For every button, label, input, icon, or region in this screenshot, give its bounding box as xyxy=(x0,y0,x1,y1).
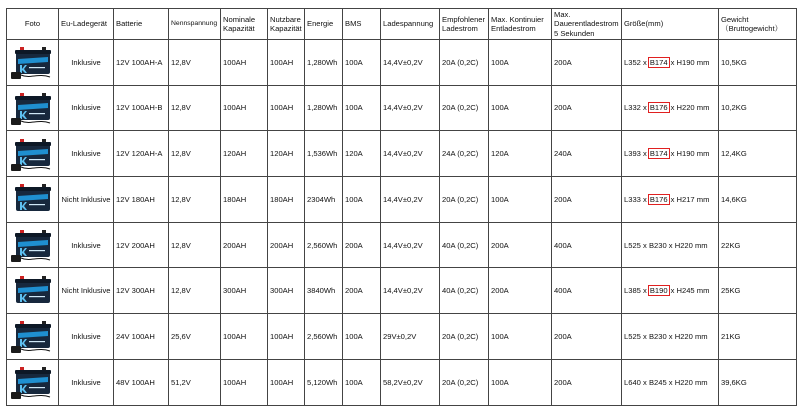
cell-recommended-charge: 20A (0,2C) xyxy=(440,314,489,360)
table-row xyxy=(7,268,797,314)
cell-charger: Inklusive xyxy=(59,359,114,405)
cell-weight: 39,6KG xyxy=(719,359,797,405)
cell-nominal-capacity: 100AH xyxy=(221,85,268,131)
cell-energy: 2,560Wh xyxy=(305,222,343,268)
cell-weight: 22KG xyxy=(719,222,797,268)
cell-charge-voltage: 14,4V±0,2V xyxy=(381,177,440,223)
size-height: H190 mm xyxy=(676,57,710,67)
cell-bms: 100A xyxy=(343,359,381,405)
size-separator: x xyxy=(670,286,677,296)
cell-size xyxy=(622,268,719,314)
cell-energy: 2,560Wh xyxy=(305,314,343,360)
cell-nominal-capacity: 100AH xyxy=(221,314,268,360)
header-max-discharge: Max. Kontinuier Entladestrom xyxy=(489,9,552,40)
size-width-highlighted: B190 xyxy=(649,286,668,296)
cell-usable-capacity: 100AH xyxy=(268,359,305,405)
cell-photo xyxy=(7,222,59,268)
cell-recommended-charge: 40A (0,2C) xyxy=(440,268,489,314)
size-separator: x xyxy=(670,103,677,113)
header-weight: Gewicht（Bruttogewicht） xyxy=(719,9,797,40)
battery-icon xyxy=(10,180,56,218)
size-height: H220 mm xyxy=(674,377,708,387)
cell-photo xyxy=(7,131,59,177)
cell-usable-capacity: 100AH xyxy=(268,85,305,131)
size-length: L393 xyxy=(624,149,641,159)
battery-spec-table xyxy=(6,8,797,406)
cell-charge-voltage: 14,4V±0,2V xyxy=(381,131,440,177)
cell-nominal-capacity: 100AH xyxy=(221,40,268,86)
header-nominal-voltage: Nennspannung xyxy=(169,9,221,40)
cell-nominal-voltage: 12,8V xyxy=(169,40,221,86)
table-row xyxy=(7,359,797,405)
cell-battery: 48V 100AH xyxy=(114,359,169,405)
cell-usable-capacity: 120AH xyxy=(268,131,305,177)
cell-max-discharge: 200A xyxy=(489,222,552,268)
size-height: H220 mm xyxy=(676,103,710,113)
cell-charge-voltage: 14,4V±0,2V xyxy=(381,222,440,268)
size-length: L385 xyxy=(624,286,641,296)
size-separator: x xyxy=(666,331,675,341)
cell-size xyxy=(622,85,719,131)
cell-charger: Inklusive xyxy=(59,40,114,86)
battery-with-charger-icon xyxy=(10,317,56,355)
cell-photo xyxy=(7,268,59,314)
cell-charger: Inklusive xyxy=(59,314,114,360)
size-separator: x xyxy=(640,103,647,113)
cell-max-5s: 200A xyxy=(552,359,622,405)
cell-charger: Inklusive xyxy=(59,131,114,177)
size-width-highlighted: B176 xyxy=(649,103,668,113)
cell-bms: 120A xyxy=(343,131,381,177)
cell-nominal-voltage: 12,8V xyxy=(169,222,221,268)
header-energy: Energie xyxy=(305,9,343,40)
size-length: L525 xyxy=(624,240,641,250)
battery-with-charger-icon xyxy=(10,43,56,81)
size-width-highlighted: B174 xyxy=(649,149,668,159)
cell-size xyxy=(622,131,719,177)
cell-size xyxy=(622,314,719,360)
cell-size xyxy=(622,177,719,223)
battery-with-charger-icon xyxy=(10,89,56,127)
cell-usable-capacity: 200AH xyxy=(268,222,305,268)
size-length: L525 xyxy=(624,331,641,341)
cell-charge-voltage: 14,4V±0,2V xyxy=(381,268,440,314)
cell-usable-capacity: 300AH xyxy=(268,268,305,314)
cell-charger: Nicht Inklusive xyxy=(59,177,114,223)
cell-recommended-charge: 20A (0,2C) xyxy=(440,85,489,131)
cell-recommended-charge: 20A (0,2C) xyxy=(440,40,489,86)
size-width: B230 xyxy=(648,240,667,250)
cell-max-5s: 200A xyxy=(552,40,622,86)
cell-weight: 10,5KG xyxy=(719,40,797,86)
cell-charge-voltage: 14,4V±0,2V xyxy=(381,40,440,86)
size-length: L332 xyxy=(624,103,641,113)
size-separator: x xyxy=(640,377,649,387)
cell-bms: 100A xyxy=(343,85,381,131)
size-length: L352 xyxy=(624,57,641,67)
size-separator: x xyxy=(670,194,677,204)
size-separator: x xyxy=(670,57,677,67)
cell-charger: Inklusive xyxy=(59,222,114,268)
header-usable-capacity: Nutzbare Kapazität xyxy=(268,9,305,40)
cell-weight: 12,4KG xyxy=(719,131,797,177)
header-max-5s: Max. Dauerentladestrom 5 Sekunden xyxy=(552,9,622,40)
cell-max-discharge: 100A xyxy=(489,314,552,360)
cell-recommended-charge: 20A (0,2C) xyxy=(440,359,489,405)
size-separator: x xyxy=(640,149,647,159)
cell-photo xyxy=(7,40,59,86)
size-separator: x xyxy=(640,331,649,341)
cell-bms: 200A xyxy=(343,268,381,314)
cell-battery: 12V 200AH xyxy=(114,222,169,268)
cell-photo xyxy=(7,177,59,223)
cell-nominal-voltage: 12,8V xyxy=(169,177,221,223)
cell-weight: 14,6KG xyxy=(719,177,797,223)
cell-energy: 3840Wh xyxy=(305,268,343,314)
cell-charger: Nicht Inklusive xyxy=(59,268,114,314)
cell-charger: Inklusive xyxy=(59,85,114,131)
cell-nominal-capacity: 180AH xyxy=(221,177,268,223)
cell-recommended-charge: 24A (0,2C) xyxy=(440,131,489,177)
cell-nominal-capacity: 200AH xyxy=(221,222,268,268)
size-height: H217 mm xyxy=(676,194,710,204)
cell-photo xyxy=(7,314,59,360)
cell-battery: 24V 100AH xyxy=(114,314,169,360)
header-bms: BMS xyxy=(343,9,381,40)
cell-weight: 21KG xyxy=(719,314,797,360)
size-separator: x xyxy=(666,377,675,387)
size-length: L333 xyxy=(624,194,641,204)
cell-bms: 100A xyxy=(343,177,381,223)
cell-weight: 25KG xyxy=(719,268,797,314)
cell-energy: 1,280Wh xyxy=(305,85,343,131)
battery-with-charger-icon xyxy=(10,363,56,401)
cell-size xyxy=(622,40,719,86)
header-foto: Foto xyxy=(7,9,59,40)
header-charger: Eu-Ladegerät xyxy=(59,9,114,40)
cell-recommended-charge: 40A (0,2C) xyxy=(440,222,489,268)
cell-nominal-capacity: 300AH xyxy=(221,268,268,314)
cell-nominal-voltage: 12,8V xyxy=(169,131,221,177)
battery-with-charger-icon xyxy=(10,135,56,173)
table-row xyxy=(7,177,797,223)
cell-nominal-capacity: 120AH xyxy=(221,131,268,177)
size-separator: x xyxy=(640,240,649,250)
header-recommended-charge: Empfohlener Ladestrom xyxy=(440,9,489,40)
header-row xyxy=(7,9,797,40)
cell-max-discharge: 100A xyxy=(489,177,552,223)
cell-size xyxy=(622,359,719,405)
cell-nominal-voltage: 25,6V xyxy=(169,314,221,360)
cell-energy: 1,280Wh xyxy=(305,40,343,86)
cell-photo xyxy=(7,359,59,405)
cell-nominal-voltage: 12,8V xyxy=(169,268,221,314)
cell-photo xyxy=(7,85,59,131)
size-separator: x xyxy=(670,149,677,159)
cell-recommended-charge: 20A (0,2C) xyxy=(440,177,489,223)
cell-max-5s: 200A xyxy=(552,85,622,131)
cell-usable-capacity: 100AH xyxy=(268,40,305,86)
cell-usable-capacity: 180AH xyxy=(268,177,305,223)
cell-usable-capacity: 100AH xyxy=(268,314,305,360)
cell-battery: 12V 100AH-A xyxy=(114,40,169,86)
cell-max-discharge: 100A xyxy=(489,85,552,131)
battery-with-charger-icon xyxy=(10,226,56,264)
cell-energy: 2304Wh xyxy=(305,177,343,223)
header-nominal-capacity: Nominale Kapazität xyxy=(221,9,268,40)
cell-charge-voltage: 14,4V±0,2V xyxy=(381,85,440,131)
cell-max-5s: 400A xyxy=(552,268,622,314)
cell-max-5s: 400A xyxy=(552,222,622,268)
cell-weight: 10,2KG xyxy=(719,85,797,131)
cell-bms: 100A xyxy=(343,40,381,86)
header-size: Größe(mm) xyxy=(622,9,719,40)
cell-max-discharge: 120A xyxy=(489,131,552,177)
cell-max-discharge: 100A xyxy=(489,359,552,405)
size-height: H190 mm xyxy=(676,149,710,159)
cell-energy: 1,536Wh xyxy=(305,131,343,177)
cell-nominal-capacity: 100AH xyxy=(221,359,268,405)
size-width-highlighted: B174 xyxy=(649,57,668,67)
cell-battery: 12V 180AH xyxy=(114,177,169,223)
cell-nominal-voltage: 51,2V xyxy=(169,359,221,405)
size-height: H245 mm xyxy=(676,286,710,296)
size-width: B245 xyxy=(648,377,667,387)
size-height: H220 mm xyxy=(674,240,708,250)
cell-max-5s: 200A xyxy=(552,314,622,360)
cell-battery: 12V 100AH-B xyxy=(114,85,169,131)
header-charge-voltage: Ladespannung xyxy=(381,9,440,40)
cell-max-5s: 240A xyxy=(552,131,622,177)
cell-bms: 200A xyxy=(343,222,381,268)
cell-charge-voltage: 29V±0,2V xyxy=(381,314,440,360)
table-row xyxy=(7,85,797,131)
cell-nominal-voltage: 12,8V xyxy=(169,85,221,131)
size-width-highlighted: B176 xyxy=(649,194,668,204)
cell-max-5s: 200A xyxy=(552,177,622,223)
size-separator: x xyxy=(666,240,675,250)
table-row xyxy=(7,40,797,86)
size-width: B230 xyxy=(648,331,667,341)
battery-icon xyxy=(10,272,56,310)
cell-battery: 12V 300AH xyxy=(114,268,169,314)
header-battery: Batterie xyxy=(114,9,169,40)
size-height: H220 mm xyxy=(674,331,708,341)
cell-max-discharge: 200A xyxy=(489,268,552,314)
cell-energy: 5,120Wh xyxy=(305,359,343,405)
size-separator: x xyxy=(640,57,647,67)
cell-charge-voltage: 58,2V±0,2V xyxy=(381,359,440,405)
cell-size xyxy=(622,222,719,268)
table-row xyxy=(7,314,797,360)
cell-max-discharge: 100A xyxy=(489,40,552,86)
size-length: L640 xyxy=(624,377,641,387)
cell-bms: 100A xyxy=(343,314,381,360)
table-row xyxy=(7,131,797,177)
spec-table-container xyxy=(6,8,797,406)
size-separator: x xyxy=(640,194,647,204)
cell-battery: 12V 120AH-A xyxy=(114,131,169,177)
table-row xyxy=(7,222,797,268)
size-separator: x xyxy=(640,286,647,296)
